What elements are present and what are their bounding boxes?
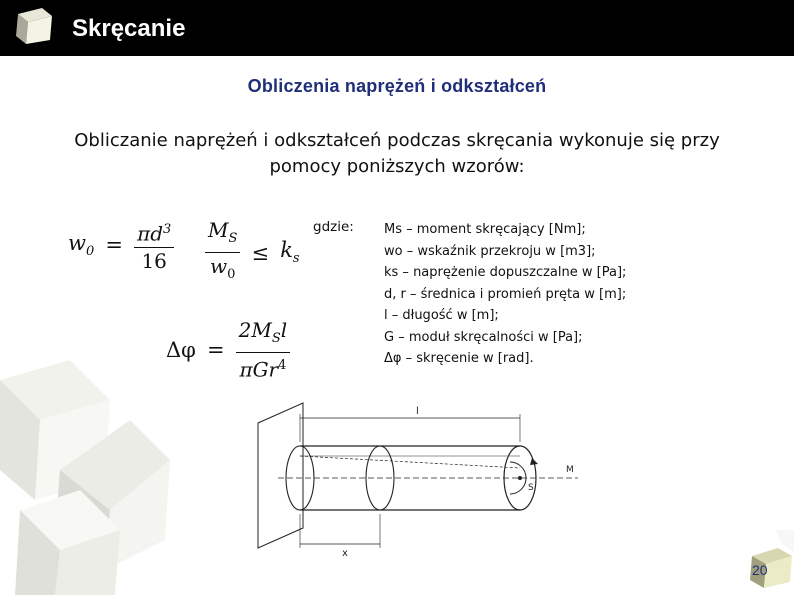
page-number-cube-icon (738, 530, 794, 590)
formula-numerator: M (208, 218, 229, 242)
formula-denominator: w (209, 254, 228, 278)
definition-item: d, r – średnica i promień pręta w [m]; (384, 286, 627, 302)
definition-item: wo – wskaźnik przekroju w [m3]; (384, 243, 596, 259)
formula-subscript: 0 (227, 267, 236, 282)
decorative-cubes (0, 360, 260, 595)
formula-section-modulus (68, 218, 174, 273)
formula-stress-condition (205, 218, 300, 287)
intro-line-2: pomocy poniższych wzorów: (269, 156, 525, 177)
intro-line-1: Obliczanie naprężeń i odkształceń podczas skręcania wykonuje się przy (74, 130, 720, 151)
cube-logo-icon (14, 6, 54, 46)
formula-subscript: 0 (85, 244, 95, 260)
definition-item: G – moduł skręcalności w [Pa]; (384, 329, 583, 345)
slide-title: Skręcanie (72, 15, 186, 42)
formula-operator: = (206, 337, 225, 362)
center-label: S (528, 483, 534, 493)
formula-subscript: s (292, 251, 300, 267)
definition-item: Ms – moment skręcający [Nm]; (384, 222, 586, 237)
formula-symbol: k (280, 238, 293, 263)
formula-symbol: Δφ (166, 337, 196, 362)
formula-superscript: 4 (278, 358, 287, 373)
slide-subtitle: Obliczenia naprężeń i odkształceń (247, 76, 547, 96)
intro-paragraph (30, 128, 764, 180)
definition-item: ks – naprężenie dopuszczalne w [Pa]; (384, 265, 627, 280)
formula-symbol: w (68, 231, 86, 256)
formula-superscript: 3 (163, 222, 172, 237)
formula-fraction (134, 218, 174, 273)
formula-numerator-tail: l (280, 318, 288, 342)
formula-denominator: πGr (239, 357, 279, 382)
title-bar (0, 0, 794, 56)
definitions-list (384, 219, 684, 370)
page-number: 20 (752, 562, 768, 578)
formula-operator: ≤ (251, 240, 270, 265)
moment-label: M (566, 465, 574, 475)
definition-item: Δφ – skręcenie w [rad]. (384, 351, 534, 366)
distance-label: x (342, 548, 348, 558)
torsion-shaft-diagram (248, 398, 598, 558)
formula-numerator: πd (137, 221, 164, 246)
formula-subscript: S (228, 231, 238, 246)
length-label: l (416, 406, 419, 417)
formula-denominator: 16 (141, 248, 167, 273)
formula-operator: = (105, 233, 123, 258)
formula-numerator: 2M (238, 318, 272, 342)
where-label: gdzie: (313, 219, 354, 235)
formula-subscript: S (271, 331, 281, 346)
formula-fraction (205, 218, 240, 287)
definition-item: l – długość w [m]; (384, 308, 499, 323)
